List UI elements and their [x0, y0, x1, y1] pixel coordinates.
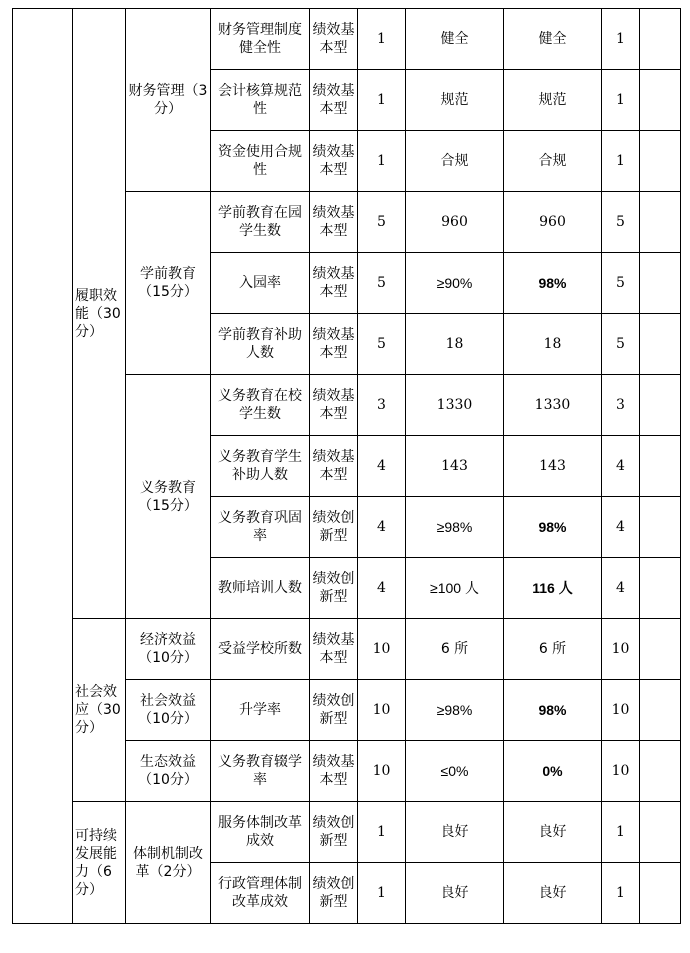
actual-cell: 健全	[504, 9, 602, 70]
target-cell: ≤0%	[406, 741, 504, 802]
blank-cell	[640, 558, 681, 619]
indicator-cell: 学前教育补助人数	[211, 314, 310, 375]
indicator-cell: 义务教育辍学率	[211, 741, 310, 802]
type-cell: 绩效基本型	[310, 192, 358, 253]
level2-ecological: 生态效益（10分）	[126, 741, 211, 802]
level1-sustain: 可持续发展能力（6分）	[73, 802, 126, 924]
type-cell: 绩效基本型	[310, 131, 358, 192]
type-cell: 绩效创新型	[310, 497, 358, 558]
weight-cell: 10	[358, 680, 406, 741]
level2-finance: 财务管理（3分）	[126, 9, 211, 192]
score-cell: 5	[602, 192, 640, 253]
level1-performance: 履职效能（30分）	[73, 9, 126, 619]
type-cell: 绩效基本型	[310, 253, 358, 314]
actual-cell: 1330	[504, 375, 602, 436]
actual-cell: 良好	[504, 863, 602, 924]
score-cell: 5	[602, 314, 640, 375]
blank-cell	[640, 680, 681, 741]
table-row	[13, 802, 681, 863]
target-cell: 1330	[406, 375, 504, 436]
target-cell: 规范	[406, 70, 504, 131]
table-row	[13, 619, 681, 680]
indicator-cell: 教师培训人数	[211, 558, 310, 619]
weight-cell: 3	[358, 375, 406, 436]
score-cell: 4	[602, 558, 640, 619]
weight-cell: 4	[358, 497, 406, 558]
score-cell: 10	[602, 680, 640, 741]
score-cell: 1	[602, 802, 640, 863]
indicator-cell: 义务教育学生补助人数	[211, 436, 310, 497]
target-cell: 143	[406, 436, 504, 497]
blank-cell	[640, 314, 681, 375]
target-cell: ≥98%	[406, 497, 504, 558]
target-cell: ≥100 人	[406, 558, 504, 619]
score-cell: 10	[602, 619, 640, 680]
type-cell: 绩效基本型	[310, 9, 358, 70]
type-cell: 绩效创新型	[310, 863, 358, 924]
indicator-cell: 服务体制改革成效	[211, 802, 310, 863]
blank-cell	[640, 70, 681, 131]
blank-cell	[640, 253, 681, 314]
score-cell: 5	[602, 253, 640, 314]
actual-cell: 0%	[504, 741, 602, 802]
target-cell: ≥90%	[406, 253, 504, 314]
target-cell: 良好	[406, 863, 504, 924]
target-cell: ≥98%	[406, 680, 504, 741]
type-cell: 绩效基本型	[310, 619, 358, 680]
weight-cell: 1	[358, 70, 406, 131]
score-cell: 1	[602, 70, 640, 131]
performance-evaluation-table	[12, 8, 681, 924]
weight-cell: 5	[358, 314, 406, 375]
target-cell: 960	[406, 192, 504, 253]
weight-cell: 1	[358, 802, 406, 863]
weight-cell: 1	[358, 9, 406, 70]
score-cell: 4	[602, 436, 640, 497]
indicator-cell: 升学率	[211, 680, 310, 741]
actual-cell: 98%	[504, 253, 602, 314]
weight-cell: 10	[358, 741, 406, 802]
indicator-cell: 会计核算规范性	[211, 70, 310, 131]
blank-cell	[640, 436, 681, 497]
actual-cell: 98%	[504, 680, 602, 741]
actual-cell: 合规	[504, 131, 602, 192]
score-cell: 1	[602, 9, 640, 70]
score-cell: 1	[602, 863, 640, 924]
actual-cell: 良好	[504, 802, 602, 863]
actual-cell: 18	[504, 314, 602, 375]
type-cell: 绩效基本型	[310, 314, 358, 375]
weight-cell: 5	[358, 192, 406, 253]
indicator-cell: 受益学校所数	[211, 619, 310, 680]
indicator-cell: 义务教育在校学生数	[211, 375, 310, 436]
type-cell: 绩效基本型	[310, 375, 358, 436]
level2-socialben: 社会效益（10分）	[126, 680, 211, 741]
weight-cell: 1	[358, 863, 406, 924]
type-cell: 绩效基本型	[310, 70, 358, 131]
type-cell: 绩效创新型	[310, 680, 358, 741]
target-cell: 18	[406, 314, 504, 375]
indicator-cell: 财务管理制度健全性	[211, 9, 310, 70]
target-cell: 6 所	[406, 619, 504, 680]
weight-cell: 10	[358, 619, 406, 680]
weight-cell: 1	[358, 131, 406, 192]
blank-cell	[640, 863, 681, 924]
weight-cell: 5	[358, 253, 406, 314]
type-cell: 绩效基本型	[310, 741, 358, 802]
actual-cell: 规范	[504, 70, 602, 131]
level0-cell	[13, 9, 73, 924]
target-cell: 合规	[406, 131, 504, 192]
blank-cell	[640, 9, 681, 70]
actual-cell: 6 所	[504, 619, 602, 680]
target-cell: 良好	[406, 802, 504, 863]
level2-economic: 经济效益（10分）	[126, 619, 211, 680]
indicator-cell: 行政管理体制改革成效	[211, 863, 310, 924]
score-cell: 10	[602, 741, 640, 802]
level2-compulsory: 义务教育（15分）	[126, 375, 211, 619]
actual-cell: 98%	[504, 497, 602, 558]
indicator-cell: 学前教育在园学生数	[211, 192, 310, 253]
indicator-cell: 资金使用合规性	[211, 131, 310, 192]
weight-cell: 4	[358, 436, 406, 497]
blank-cell	[640, 619, 681, 680]
blank-cell	[640, 741, 681, 802]
indicator-cell: 入园率	[211, 253, 310, 314]
type-cell: 绩效创新型	[310, 558, 358, 619]
level2-preschool: 学前教育（15分）	[126, 192, 211, 375]
score-cell: 1	[602, 131, 640, 192]
indicator-cell: 义务教育巩固率	[211, 497, 310, 558]
score-cell: 4	[602, 497, 640, 558]
blank-cell	[640, 802, 681, 863]
target-cell: 健全	[406, 9, 504, 70]
weight-cell: 4	[358, 558, 406, 619]
actual-cell: 960	[504, 192, 602, 253]
score-cell: 3	[602, 375, 640, 436]
blank-cell	[640, 375, 681, 436]
blank-cell	[640, 497, 681, 558]
table-row	[13, 9, 681, 70]
blank-cell	[640, 192, 681, 253]
type-cell: 绩效基本型	[310, 436, 358, 497]
actual-cell: 143	[504, 436, 602, 497]
blank-cell	[640, 131, 681, 192]
actual-cell: 116 人	[504, 558, 602, 619]
level2-institution: 体制机制改革（2分）	[126, 802, 211, 924]
type-cell: 绩效创新型	[310, 802, 358, 863]
level1-social: 社会效应（30分）	[73, 619, 126, 802]
